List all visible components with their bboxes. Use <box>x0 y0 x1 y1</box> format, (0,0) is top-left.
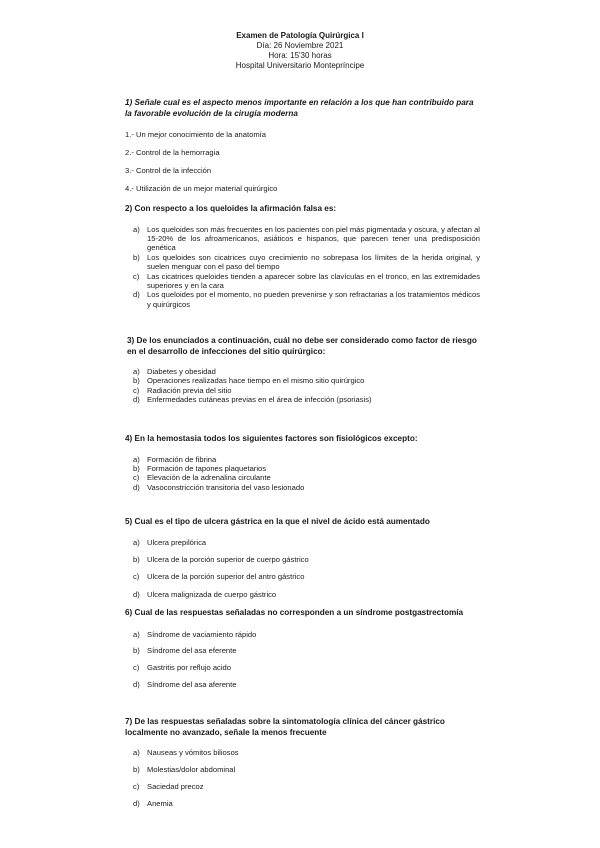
question-2-option-c: c) Las cicatrices queloides tienden a aparecer sobre las clavículas en el tronco, en las extremidades superiores y en la cara <box>133 271 480 290</box>
question-4-option-d: d) Vasoconstricción transitoria del vaso lesionado <box>133 482 305 492</box>
question-6-option-a: a) Síndrome de vaciamiento rápido <box>133 629 257 639</box>
question-5-option-a: a) Ulcera prepilórica <box>133 537 207 547</box>
question-6 <box>125 608 480 690</box>
question-7-option-c: c) Saciedad precoz <box>133 781 204 791</box>
question-2-title: 2) Con respecto a los queloides la afirmación falsa es: <box>125 204 337 213</box>
question-7-option-a: a) Nauseas y vómitos biliosos <box>133 748 239 757</box>
question-7-title: 7) De las respuestas señaladas sobre la sintomatología clínica del cáncer gástrico localmente no avanzado, señale la menos frecuente <box>125 717 445 737</box>
question-4-option-b: b) Formación de tapones plaquetarios <box>133 463 267 473</box>
question-1 <box>125 98 480 193</box>
exam-date: Día: 26 Noviembre 2021 <box>256 41 344 50</box>
question-5-option-c: c) Ulcera de la porción superior del antro gástrico <box>133 572 305 582</box>
question-5-option-b: b) Ulcera de la porción superior de cuerpo gástrico <box>133 554 309 564</box>
question-5-title: 5) Cual es el tipo de ulcera gástrica en la que el nivel de ácido está aumentado <box>125 517 430 526</box>
question-3-option-d: d) Enfermedades cutáneas previas en el área de infección (psoriasis) <box>133 395 372 405</box>
exam-place: Hospital Universitario Montepríncipe <box>235 61 365 70</box>
question-1-title: 1) Señale cual es el aspecto menos importante en relación a los que han contribuido para la favorable evolución de la cirugía moderna <box>125 98 474 118</box>
question-6-option-c: c) Gastritis por reflujo acido <box>133 663 231 673</box>
question-2 <box>125 204 480 309</box>
question-2-option-a: a) Los queloides son más frecuentes en los pacientes con piel más pigmentada y oscura, y afectan al 15-20% de los afroamericanos, asiáticos e hispanos, que parecen tener una predisposición genética <box>133 224 480 253</box>
question-4 <box>125 434 480 492</box>
question-7-option-b: b) Molestias/dolor abdominal <box>133 764 236 774</box>
exam-time: Hora: 15'30 horas <box>268 51 332 60</box>
question-1-option-3: 3.- Control de la infección <box>125 165 212 175</box>
question-2-option-b: b) Los queloides son cicatrices cuyo crecimiento no sobrepasa los límites de la herida original, y suelen menguar con el paso del tiempo <box>133 252 480 272</box>
question-3-title: 3) De los enunciados a continuación, cuál no debe ser considerado como factor de riesgo en el desarrollo de infecciones del sitio quirúrgico: <box>127 336 477 356</box>
question-1-option-1: 1.- Un mejor conocimiento de la anatomía <box>125 130 266 139</box>
question-4-option-c: c) Elevación de la adrenalina circulante <box>133 473 271 483</box>
question-6-option-b: b) Síndrome del asa eferente <box>133 646 237 656</box>
exam-title: Examen de Patología Quirúrgica I <box>236 31 364 40</box>
question-6-option-d: d) Síndrome del asa aferente <box>133 680 237 690</box>
question-5-option-d: d) Ulcera malignizada de cuerpo gástrico <box>133 589 277 599</box>
question-7 <box>125 717 480 808</box>
question-3 <box>125 336 480 405</box>
exam-header <box>0 31 600 71</box>
question-3-option-a: a) Diabetes y obesidad <box>133 367 216 376</box>
question-2-option-d: d) Los queloides por el momento, no pueden prevenirse y son refractarias a los tratamientos médicos y quirúrgicos <box>133 290 480 309</box>
question-4-option-a: a) Formación de fibrina <box>133 454 217 464</box>
question-3-option-c: c) Radiación previa del sitio <box>133 385 232 395</box>
question-5 <box>125 517 480 599</box>
question-7-option-d: d) Anemia <box>133 798 173 808</box>
question-6-title: 6) Cual de las respuestas señaladas no corresponden a un síndrome postgastrectomía <box>125 608 464 617</box>
question-1-option-4: 4.- Utilización de un mejor material quirúrgico <box>125 183 278 193</box>
question-3-option-b: b) Operaciones realizadas hace tiempo en el mismo sitio quirúrgico <box>133 376 365 386</box>
question-1-option-2: 2.- Control de la hemorragia <box>125 147 220 157</box>
question-4-title: 4) En la hemostasia todos los siguientes factores son fisiológicos excepto: <box>125 434 418 443</box>
